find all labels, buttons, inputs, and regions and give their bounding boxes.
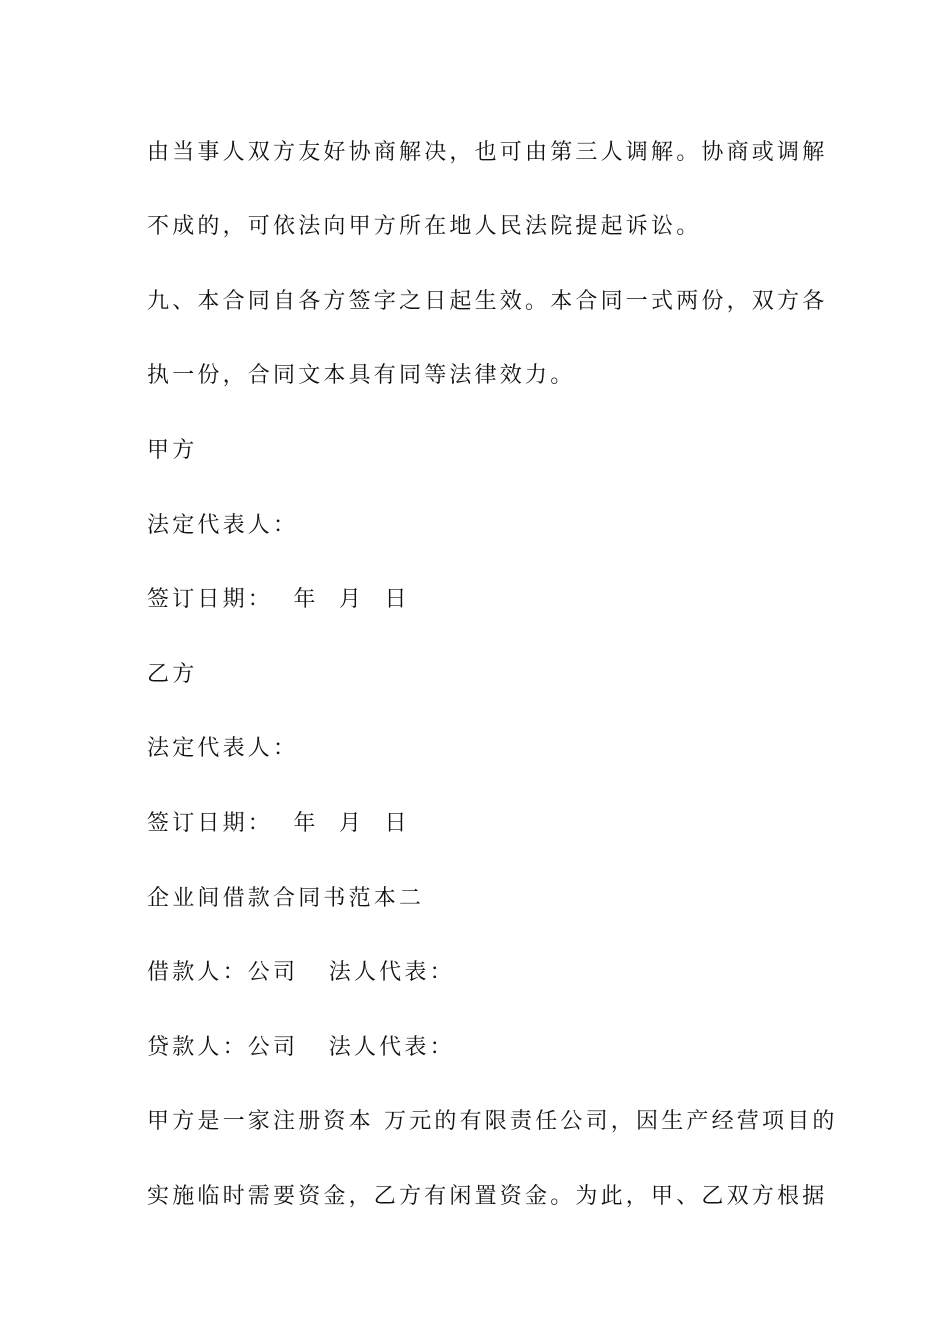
section-heading: 企业间借款合同书范本二 (147, 886, 425, 911)
paragraph-line: 甲方是一家注册资本 万元的有限责任公司，因生产经营项目的 (147, 1109, 838, 1134)
party-b-signing-date: 签订日期： 年 月 日 (147, 811, 410, 836)
party-a-legal-representative: 法定代表人： (147, 513, 299, 538)
borrower-line: 借款人：公司 法人代表： (147, 960, 455, 985)
party-b-label: 乙方 (147, 662, 198, 687)
paragraph-line: 实施临时需要资金，乙方有闲置资金。为此，甲、乙双方根据 (147, 1184, 828, 1209)
party-b-legal-representative: 法定代表人： (147, 736, 299, 761)
clause-nine-line: 执一份，合同文本具有同等法律效力。 (147, 363, 576, 388)
lender-line: 贷款人：公司 法人代表： (147, 1035, 455, 1060)
party-a-label: 甲方 (147, 438, 198, 463)
paragraph-line: 由当事人双方友好协商解决，也可由第三人调解。协商或调解 (147, 140, 828, 165)
party-a-signing-date: 签订日期： 年 月 日 (147, 587, 410, 612)
clause-nine-line: 九、本合同自各方签字之日起生效。本合同一式两份，双方各 (147, 289, 828, 314)
paragraph-line: 不成的，可依法向甲方所在地人民法院提起诉讼。 (147, 214, 702, 239)
